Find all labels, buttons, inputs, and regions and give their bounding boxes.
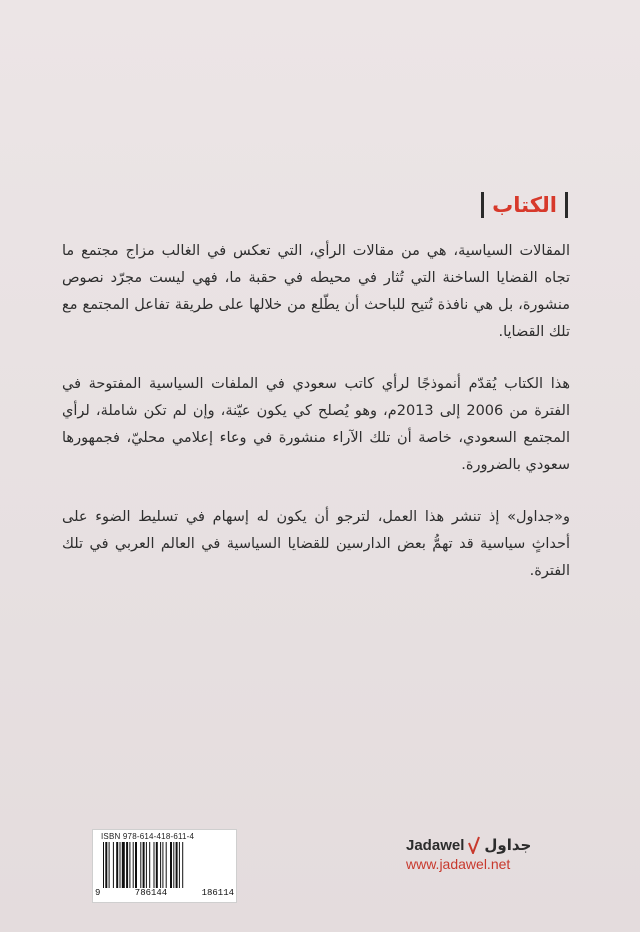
isbn-label: ISBN 978-614-418-611-4 bbox=[101, 832, 195, 841]
barcode-digit-group-left: 786144 bbox=[134, 888, 168, 898]
check-mark-icon bbox=[468, 836, 480, 854]
heading-bar-left bbox=[481, 192, 484, 218]
isbn-barcode bbox=[92, 829, 237, 903]
barcode-digits bbox=[95, 888, 234, 898]
paragraph-3: و«جداول» إذ تنشر هذا العمل، لترجو أن يكون له إسهام في تسليط الضوء على أحداثٍ سياسية قد تهمُّ بعض الدارسين للقضايا السياسية في العالم العربي في تلك الفترة. bbox=[62, 509, 570, 579]
heading-title: الكتاب bbox=[492, 193, 557, 217]
heading-bar-right bbox=[565, 192, 568, 218]
publisher-block bbox=[406, 836, 556, 872]
publisher-name-latin: Jadawel bbox=[406, 837, 465, 854]
publisher-logo bbox=[406, 836, 556, 854]
blurb-text bbox=[62, 238, 570, 610]
publisher-url: www.jadawel.net bbox=[406, 856, 511, 872]
paragraph-2: هذا الكتاب يُقدّم أنموذجًا لرأي كاتب سعودي في الملفات السياسية المفتوحة في الفترة من 2006 إلى 2013م، وهو يُصلح كي يكون عيّنة، وإن لم تكن شاملة، لرأي المجتمع السعودي، خاصة أن تلك الآراء منشورة في وعاء إعلامي محليّ، فجمهورها سعودي بالضرورة. bbox=[62, 376, 570, 473]
barcode-bars-icon bbox=[103, 842, 226, 888]
paragraph-1: المقالات السياسية، هي من مقالات الرأي، التي تعكس في الغالب مزاج مجتمع ما تجاه القضايا الساخنة التي تُثار في محيطه في حقبة ما، فهي ليست مجرّد نصوص منشورة، بل هي نافذة تُتيح للباحث أن يطّلع من خلالها على طريقة تفاعل المجتمع مع تلك القضايا. bbox=[62, 243, 570, 340]
publisher-name-arabic: جداول bbox=[484, 836, 532, 854]
barcode-digit-lead: 9 bbox=[95, 888, 101, 898]
section-heading bbox=[481, 192, 568, 218]
barcode-digit-group-right: 186114 bbox=[201, 888, 234, 898]
